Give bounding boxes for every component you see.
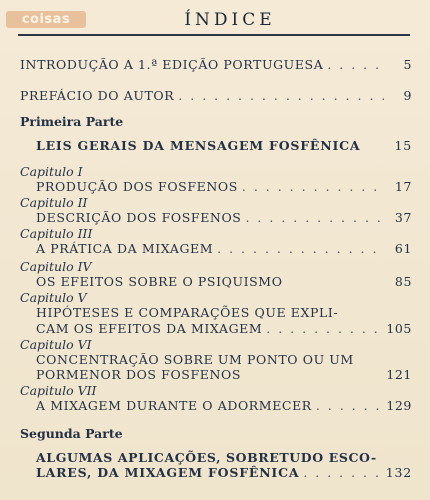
- toc-page-number: 132: [385, 465, 412, 480]
- chapter-label: Capitulo V: [20, 290, 87, 305]
- toc-entry-part2: [36, 465, 412, 480]
- toc-entry-title: INTRODUÇÃO A 1.ª EDIÇÃO PORTUGUESA: [20, 57, 324, 72]
- toc-entry-title: OS EFEITOS SOBRE O PSIQUISMO: [36, 274, 283, 289]
- toc-page-number: 15: [394, 138, 412, 153]
- toc-page-number: 129: [386, 398, 412, 413]
- dot-leader: [303, 465, 381, 480]
- toc-entry-preface: [20, 88, 412, 103]
- toc-entry-title: A PRÁTICA DA MIXAGEM: [36, 241, 214, 256]
- toc-page-number: 9: [403, 88, 412, 103]
- toc-entry-title: PRODUÇÃO DOS FOSFENOS: [36, 179, 238, 194]
- dot-leader: [178, 88, 384, 103]
- chapter-label: Capitulo II: [20, 195, 88, 210]
- toc-entry-chapter: [36, 210, 412, 225]
- dot-leader: [242, 179, 384, 194]
- chapter-label: Capitulo VI: [20, 337, 92, 352]
- dot-leader: [245, 210, 384, 225]
- toc-entry-part1: [36, 138, 412, 153]
- toc-entry-title: CAM OS EFEITOS DA MIXAGEM: [36, 321, 263, 336]
- toc-entry-title: LEIS GERAIS DA MENSAGEM FOSFÊNICA: [36, 138, 361, 153]
- toc-entry-title-line1: HIPÓTESES E COMPARAÇÕES QUE EXPLI-: [36, 305, 339, 320]
- toc-page-number: 105: [386, 321, 412, 336]
- chapter-label: Capitulo III: [20, 226, 93, 241]
- chapter-label: Capitulo I: [20, 164, 83, 179]
- toc-entry-title: PREFÁCIO DO AUTOR: [20, 88, 175, 103]
- dot-leader: [316, 398, 383, 413]
- toc-entry-title: A MIXAGEM DURANTE O ADORMECER: [36, 398, 312, 413]
- chapter-label: Capitulo IV: [20, 259, 92, 274]
- part-label: Segunda Parte: [20, 426, 123, 441]
- toc-page-number: 17: [394, 179, 412, 194]
- part-label: Primeira Parte: [20, 114, 124, 129]
- title-divider: [18, 34, 410, 36]
- toc-entry-title: PORMENOR DOS FOSFENOS: [36, 367, 242, 382]
- toc-entry-chapter: [36, 179, 412, 194]
- toc-page-number: 85: [394, 274, 412, 289]
- toc-entry-chapter: [36, 321, 412, 336]
- logo-text: coisas: [21, 12, 71, 27]
- toc-entry-title: DESCRIÇÃO DOS FOSFENOS: [36, 210, 242, 225]
- toc-entry-chapter: [36, 274, 412, 289]
- toc-entry-introduction: [20, 57, 412, 72]
- logo-stamp: [6, 11, 86, 28]
- toc-entry-chapter: [36, 398, 412, 413]
- chapter-label: Capitulo VII: [20, 383, 97, 398]
- toc-entry-chapter: [36, 241, 412, 256]
- dot-leader: [217, 241, 384, 256]
- toc-entry-chapter: [36, 367, 412, 382]
- toc-entry-title-line1: CONCENTRAÇÃO SOBRE UM PONTO OU UM: [36, 352, 354, 367]
- dot-leader: [266, 321, 382, 336]
- toc-entry-title: LARES, DA MIXAGEM FOSFÊNICA: [36, 465, 300, 480]
- toc-entry-title-line1: ALGUMAS APLICAÇÕES, SOBRETUDO ESCO-: [36, 450, 377, 465]
- dot-leader: [327, 57, 384, 72]
- toc-page-number: 5: [403, 57, 412, 72]
- toc-page-number: 37: [394, 210, 412, 225]
- toc-page-number: 121: [386, 367, 412, 382]
- page-title: ÍNDICE: [184, 10, 276, 30]
- toc-page-number: 61: [394, 241, 412, 256]
